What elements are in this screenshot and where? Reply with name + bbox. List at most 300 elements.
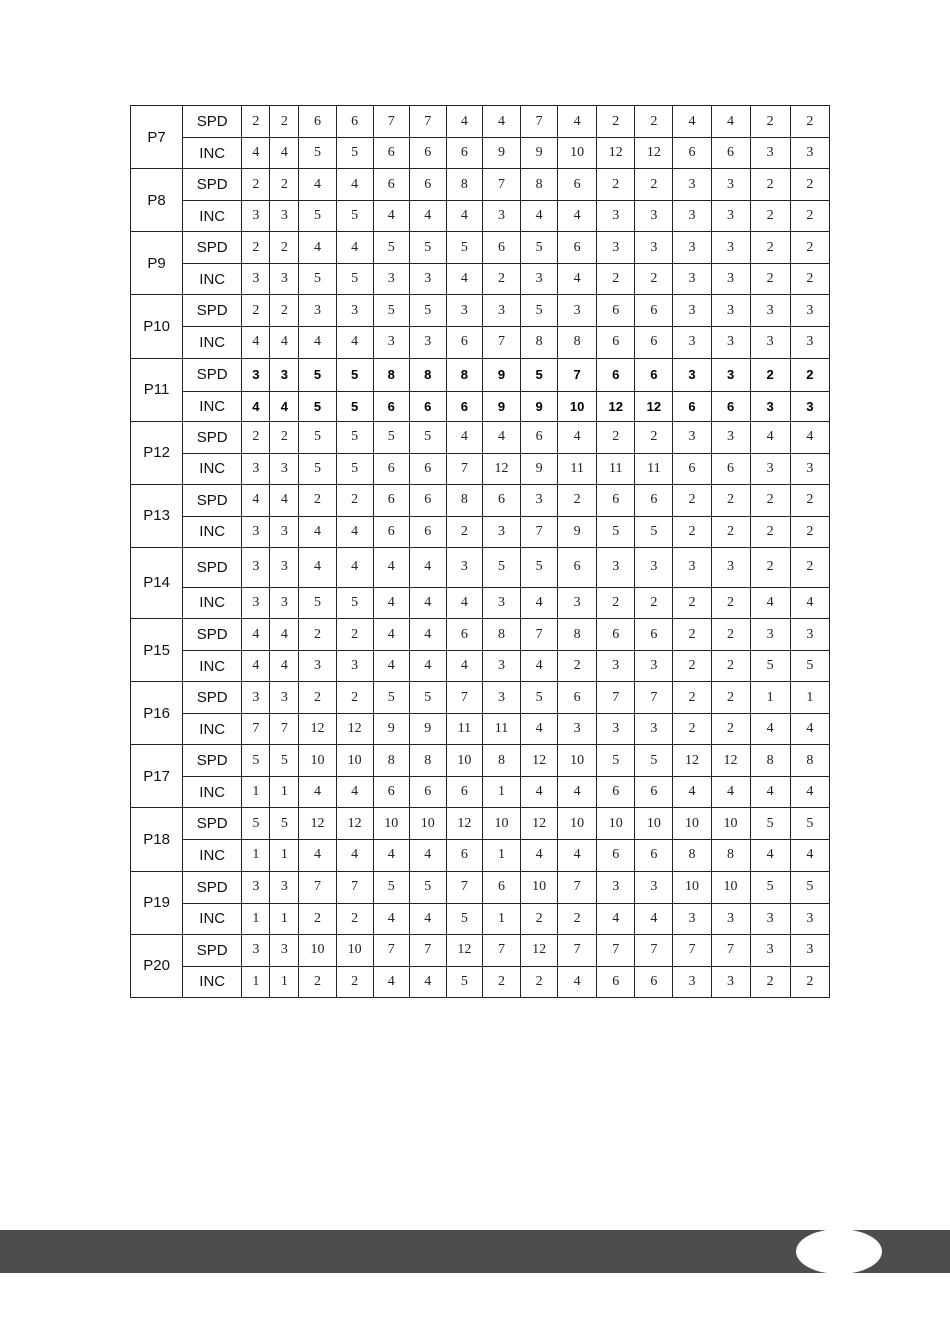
incline-value-cell: 3 — [750, 138, 790, 169]
incline-value-cell: 3 — [242, 201, 270, 232]
incline-value-cell: 2 — [673, 651, 711, 682]
incline-value-cell: 3 — [242, 587, 270, 618]
incline-value-cell: 5 — [336, 201, 373, 232]
incline-value-cell: 5 — [299, 201, 336, 232]
speed-value-cell: 2 — [635, 169, 673, 201]
speed-value-cell: 5 — [336, 421, 373, 453]
speed-value-cell: 6 — [373, 484, 409, 516]
table-row — [131, 934, 830, 966]
speed-value-cell: 6 — [635, 619, 673, 651]
speed-value-cell: 2 — [336, 619, 373, 651]
incline-value-cell: 4 — [242, 651, 270, 682]
speed-value-cell: 3 — [635, 871, 673, 903]
incline-value-cell: 6 — [711, 453, 750, 484]
incline-value-cell: 4 — [409, 651, 446, 682]
speed-value-cell: 4 — [482, 421, 520, 453]
incline-value-cell: 6 — [711, 391, 750, 421]
speed-value-cell: 3 — [242, 934, 270, 966]
incline-value-cell: 3 — [750, 453, 790, 484]
incline-value-cell: 2 — [711, 587, 750, 618]
incline-value-cell: 7 — [270, 714, 299, 745]
incline-value-cell: 4 — [270, 651, 299, 682]
speed-value-cell: 8 — [409, 358, 446, 391]
incline-value-cell: 2 — [750, 516, 790, 547]
incline-value-cell: 9 — [373, 714, 409, 745]
incline-value-cell: 3 — [673, 903, 711, 934]
speed-value-cell: 6 — [299, 106, 336, 138]
speed-value-cell: 3 — [673, 358, 711, 391]
incline-value-cell: 6 — [373, 777, 409, 808]
incline-value-cell: 3 — [482, 516, 520, 547]
incline-value-cell: 6 — [446, 327, 482, 358]
speed-value-cell: 5 — [790, 871, 829, 903]
incline-value-cell: 4 — [299, 516, 336, 547]
incline-value-cell: 3 — [242, 516, 270, 547]
speed-value-cell: 4 — [482, 106, 520, 138]
speed-value-cell: 2 — [750, 106, 790, 138]
speed-value-cell: 4 — [409, 619, 446, 651]
speed-value-cell: 6 — [373, 169, 409, 201]
speed-value-cell: 10 — [409, 808, 446, 840]
incline-value-cell: 3 — [558, 587, 597, 618]
incline-row-label: INC — [183, 327, 242, 358]
speed-value-cell: 8 — [558, 619, 597, 651]
incline-value-cell: 4 — [299, 840, 336, 871]
incline-value-cell: 4 — [446, 264, 482, 295]
incline-value-cell: 6 — [446, 840, 482, 871]
incline-row-label: INC — [183, 264, 242, 295]
incline-value-cell: 2 — [790, 966, 829, 997]
incline-value-cell: 5 — [635, 516, 673, 547]
incline-row-label: INC — [183, 651, 242, 682]
incline-value-cell: 2 — [673, 714, 711, 745]
speed-value-cell: 5 — [409, 682, 446, 714]
speed-value-cell: 7 — [558, 358, 597, 391]
incline-value-cell: 5 — [790, 651, 829, 682]
speed-value-cell: 8 — [446, 169, 482, 201]
incline-value-cell: 1 — [482, 840, 520, 871]
speed-value-cell: 2 — [711, 484, 750, 516]
speed-value-cell: 3 — [558, 295, 597, 327]
incline-value-cell: 6 — [409, 138, 446, 169]
incline-value-cell: 6 — [635, 840, 673, 871]
table-row — [131, 106, 830, 138]
speed-value-cell: 10 — [711, 871, 750, 903]
speed-value-cell: 5 — [373, 421, 409, 453]
incline-row-label: INC — [183, 714, 242, 745]
incline-value-cell: 1 — [270, 903, 299, 934]
incline-value-cell: 6 — [446, 391, 482, 421]
incline-value-cell: 2 — [336, 903, 373, 934]
incline-row-label: INC — [183, 516, 242, 547]
incline-value-cell: 6 — [409, 516, 446, 547]
table-row — [131, 516, 830, 547]
table-row — [131, 651, 830, 682]
incline-value-cell: 4 — [270, 138, 299, 169]
incline-value-cell: 4 — [336, 327, 373, 358]
speed-value-cell: 10 — [558, 745, 597, 777]
speed-row-label: SPD — [183, 745, 242, 777]
incline-value-cell: 4 — [521, 840, 558, 871]
speed-value-cell: 10 — [299, 745, 336, 777]
incline-value-cell: 1 — [242, 777, 270, 808]
page-number-oval — [796, 1229, 882, 1274]
program-label: P9 — [131, 232, 183, 295]
speed-value-cell: 4 — [270, 619, 299, 651]
speed-value-cell: 3 — [790, 934, 829, 966]
speed-value-cell: 4 — [242, 619, 270, 651]
table-row — [131, 327, 830, 358]
table-row — [131, 714, 830, 745]
speed-value-cell: 5 — [409, 871, 446, 903]
speed-value-cell: 7 — [299, 871, 336, 903]
incline-value-cell: 6 — [597, 840, 635, 871]
incline-value-cell: 11 — [597, 453, 635, 484]
incline-value-cell: 4 — [373, 201, 409, 232]
incline-value-cell: 3 — [790, 327, 829, 358]
speed-value-cell: 6 — [597, 358, 635, 391]
incline-value-cell: 10 — [558, 138, 597, 169]
speed-value-cell: 2 — [336, 484, 373, 516]
speed-value-cell: 5 — [299, 421, 336, 453]
incline-value-cell: 6 — [373, 516, 409, 547]
table-row — [131, 295, 830, 327]
speed-value-cell: 3 — [790, 295, 829, 327]
incline-value-cell: 6 — [409, 453, 446, 484]
incline-value-cell: 4 — [790, 587, 829, 618]
incline-value-cell: 2 — [790, 201, 829, 232]
speed-value-cell: 2 — [242, 106, 270, 138]
speed-value-cell: 3 — [482, 295, 520, 327]
incline-value-cell: 4 — [373, 651, 409, 682]
incline-value-cell: 5 — [336, 138, 373, 169]
incline-value-cell: 2 — [673, 516, 711, 547]
incline-value-cell: 3 — [482, 651, 520, 682]
incline-value-cell: 5 — [597, 516, 635, 547]
incline-value-cell: 6 — [673, 138, 711, 169]
speed-value-cell: 3 — [597, 547, 635, 587]
speed-value-cell: 6 — [558, 682, 597, 714]
incline-value-cell: 3 — [270, 516, 299, 547]
incline-value-cell: 4 — [299, 327, 336, 358]
speed-value-cell: 2 — [299, 484, 336, 516]
speed-value-cell: 2 — [558, 484, 597, 516]
speed-value-cell: 10 — [299, 934, 336, 966]
speed-value-cell: 3 — [635, 232, 673, 264]
speed-value-cell: 5 — [373, 682, 409, 714]
incline-value-cell: 3 — [521, 264, 558, 295]
incline-value-cell: 4 — [373, 966, 409, 997]
table-row — [131, 201, 830, 232]
speed-row-label: SPD — [183, 358, 242, 391]
speed-value-cell: 4 — [558, 421, 597, 453]
speed-value-cell: 2 — [336, 682, 373, 714]
speed-value-cell: 5 — [635, 745, 673, 777]
incline-value-cell: 2 — [521, 903, 558, 934]
incline-value-cell: 2 — [711, 714, 750, 745]
speed-value-cell: 3 — [750, 934, 790, 966]
speed-value-cell: 8 — [409, 745, 446, 777]
program-label: P19 — [131, 871, 183, 934]
speed-value-cell: 7 — [373, 934, 409, 966]
speed-value-cell: 6 — [597, 619, 635, 651]
incline-value-cell: 3 — [635, 651, 673, 682]
incline-row-label: INC — [183, 777, 242, 808]
speed-value-cell: 5 — [373, 871, 409, 903]
incline-value-cell: 2 — [521, 966, 558, 997]
incline-value-cell: 8 — [558, 327, 597, 358]
program-label: P13 — [131, 484, 183, 547]
incline-value-cell: 6 — [635, 777, 673, 808]
speed-value-cell: 2 — [270, 295, 299, 327]
program-label: P18 — [131, 808, 183, 871]
speed-value-cell: 10 — [336, 934, 373, 966]
speed-value-cell: 3 — [790, 619, 829, 651]
speed-value-cell: 2 — [750, 358, 790, 391]
speed-value-cell: 4 — [711, 106, 750, 138]
speed-value-cell: 3 — [673, 295, 711, 327]
incline-value-cell: 12 — [299, 714, 336, 745]
incline-value-cell: 4 — [242, 138, 270, 169]
speed-value-cell: 7 — [673, 934, 711, 966]
incline-value-cell: 4 — [635, 903, 673, 934]
incline-value-cell: 4 — [597, 903, 635, 934]
speed-value-cell: 2 — [270, 169, 299, 201]
speed-row-label: SPD — [183, 871, 242, 903]
speed-value-cell: 2 — [635, 421, 673, 453]
speed-value-cell: 3 — [336, 295, 373, 327]
table-row — [131, 453, 830, 484]
incline-value-cell: 6 — [673, 391, 711, 421]
incline-value-cell: 3 — [299, 651, 336, 682]
speed-value-cell: 12 — [299, 808, 336, 840]
incline-value-cell: 9 — [409, 714, 446, 745]
speed-value-cell: 9 — [482, 358, 520, 391]
speed-row-label: SPD — [183, 169, 242, 201]
incline-value-cell: 4 — [750, 714, 790, 745]
incline-value-cell: 4 — [558, 966, 597, 997]
speed-value-cell: 3 — [270, 358, 299, 391]
speed-value-cell: 4 — [558, 106, 597, 138]
incline-value-cell: 4 — [521, 201, 558, 232]
incline-value-cell: 4 — [270, 327, 299, 358]
program-label: P15 — [131, 619, 183, 682]
speed-row-label: SPD — [183, 106, 242, 138]
incline-value-cell: 4 — [409, 966, 446, 997]
speed-value-cell: 5 — [750, 871, 790, 903]
incline-value-cell: 7 — [446, 453, 482, 484]
incline-value-cell: 5 — [446, 966, 482, 997]
speed-value-cell: 7 — [635, 682, 673, 714]
incline-value-cell: 7 — [521, 516, 558, 547]
incline-value-cell: 5 — [336, 453, 373, 484]
program-label: P14 — [131, 547, 183, 618]
incline-value-cell: 4 — [336, 516, 373, 547]
speed-value-cell: 3 — [673, 232, 711, 264]
speed-value-cell: 7 — [446, 682, 482, 714]
speed-value-cell: 3 — [446, 295, 482, 327]
incline-value-cell: 4 — [409, 201, 446, 232]
speed-value-cell: 12 — [336, 808, 373, 840]
incline-value-cell: 12 — [482, 453, 520, 484]
incline-row-label: INC — [183, 201, 242, 232]
speed-value-cell: 7 — [336, 871, 373, 903]
speed-value-cell: 3 — [673, 169, 711, 201]
program-table — [130, 105, 830, 998]
incline-value-cell: 9 — [482, 138, 520, 169]
speed-value-cell: 3 — [711, 169, 750, 201]
speed-value-cell: 5 — [373, 232, 409, 264]
speed-value-cell: 3 — [711, 358, 750, 391]
program-label: P11 — [131, 358, 183, 421]
incline-value-cell: 3 — [790, 138, 829, 169]
incline-value-cell: 5 — [446, 903, 482, 934]
speed-value-cell: 2 — [242, 421, 270, 453]
speed-value-cell: 2 — [790, 169, 829, 201]
speed-value-cell: 5 — [521, 358, 558, 391]
speed-value-cell: 2 — [711, 682, 750, 714]
incline-value-cell: 3 — [711, 903, 750, 934]
incline-value-cell: 1 — [482, 903, 520, 934]
incline-value-cell: 2 — [750, 264, 790, 295]
incline-value-cell: 2 — [635, 587, 673, 618]
incline-row-label: INC — [183, 391, 242, 421]
incline-value-cell: 3 — [373, 264, 409, 295]
incline-value-cell: 2 — [635, 264, 673, 295]
incline-value-cell: 11 — [446, 714, 482, 745]
incline-value-cell: 2 — [597, 587, 635, 618]
incline-value-cell: 5 — [336, 391, 373, 421]
speed-value-cell: 10 — [558, 808, 597, 840]
speed-value-cell: 5 — [270, 745, 299, 777]
incline-value-cell: 5 — [299, 138, 336, 169]
speed-value-cell: 2 — [750, 547, 790, 587]
incline-value-cell: 3 — [409, 327, 446, 358]
incline-value-cell: 11 — [558, 453, 597, 484]
incline-value-cell: 6 — [597, 777, 635, 808]
speed-value-cell: 2 — [750, 169, 790, 201]
incline-value-cell: 3 — [635, 201, 673, 232]
speed-value-cell: 3 — [482, 682, 520, 714]
table-row — [131, 903, 830, 934]
speed-value-cell: 8 — [521, 169, 558, 201]
incline-value-cell: 3 — [242, 453, 270, 484]
speed-value-cell: 7 — [635, 934, 673, 966]
incline-value-cell: 2 — [482, 264, 520, 295]
speed-value-cell: 4 — [409, 547, 446, 587]
speed-value-cell: 2 — [299, 619, 336, 651]
program-label: P17 — [131, 745, 183, 808]
incline-value-cell: 9 — [521, 453, 558, 484]
incline-value-cell: 2 — [299, 966, 336, 997]
incline-value-cell: 10 — [558, 391, 597, 421]
incline-value-cell: 12 — [635, 138, 673, 169]
speed-value-cell: 4 — [336, 169, 373, 201]
speed-row-label: SPD — [183, 421, 242, 453]
incline-value-cell: 5 — [299, 453, 336, 484]
incline-value-cell: 3 — [409, 264, 446, 295]
incline-value-cell: 3 — [270, 453, 299, 484]
incline-value-cell: 7 — [482, 327, 520, 358]
speed-value-cell: 4 — [242, 484, 270, 516]
speed-value-cell: 2 — [673, 682, 711, 714]
incline-value-cell: 4 — [521, 777, 558, 808]
incline-value-cell: 6 — [409, 777, 446, 808]
speed-value-cell: 12 — [446, 934, 482, 966]
incline-value-cell: 3 — [673, 966, 711, 997]
incline-value-cell: 6 — [673, 453, 711, 484]
speed-value-cell: 3 — [242, 871, 270, 903]
speed-value-cell: 4 — [446, 106, 482, 138]
incline-value-cell: 4 — [750, 587, 790, 618]
speed-value-cell: 12 — [711, 745, 750, 777]
speed-value-cell: 7 — [482, 169, 520, 201]
incline-value-cell: 3 — [482, 201, 520, 232]
speed-value-cell: 5 — [299, 358, 336, 391]
incline-value-cell: 2 — [558, 651, 597, 682]
incline-value-cell: 4 — [409, 840, 446, 871]
speed-value-cell: 3 — [711, 232, 750, 264]
speed-value-cell: 2 — [750, 484, 790, 516]
speed-value-cell: 4 — [336, 232, 373, 264]
speed-row-label: SPD — [183, 808, 242, 840]
incline-value-cell: 4 — [446, 651, 482, 682]
speed-value-cell: 7 — [558, 934, 597, 966]
speed-value-cell: 2 — [597, 421, 635, 453]
incline-value-cell: 4 — [242, 327, 270, 358]
program-label: P20 — [131, 934, 183, 997]
speed-value-cell: 6 — [409, 169, 446, 201]
program-label: P7 — [131, 106, 183, 169]
speed-value-cell: 2 — [673, 619, 711, 651]
speed-value-cell: 5 — [409, 295, 446, 327]
speed-value-cell: 7 — [482, 934, 520, 966]
speed-value-cell: 7 — [558, 871, 597, 903]
incline-value-cell: 12 — [597, 138, 635, 169]
incline-value-cell: 4 — [373, 587, 409, 618]
speed-value-cell: 3 — [711, 295, 750, 327]
speed-value-cell: 7 — [711, 934, 750, 966]
speed-value-cell: 2 — [242, 295, 270, 327]
speed-value-cell: 2 — [673, 484, 711, 516]
speed-value-cell: 1 — [750, 682, 790, 714]
speed-value-cell: 10 — [673, 871, 711, 903]
speed-value-cell: 2 — [299, 682, 336, 714]
incline-value-cell: 6 — [373, 138, 409, 169]
speed-value-cell: 10 — [446, 745, 482, 777]
incline-value-cell: 4 — [790, 714, 829, 745]
speed-value-cell: 5 — [336, 358, 373, 391]
table-row — [131, 358, 830, 391]
incline-value-cell: 4 — [409, 587, 446, 618]
program-label: P8 — [131, 169, 183, 232]
speed-value-cell: 10 — [635, 808, 673, 840]
speed-value-cell: 3 — [270, 871, 299, 903]
incline-value-cell: 1 — [242, 966, 270, 997]
incline-value-cell: 6 — [409, 391, 446, 421]
speed-value-cell: 8 — [446, 358, 482, 391]
speed-value-cell: 7 — [597, 934, 635, 966]
speed-value-cell: 4 — [750, 421, 790, 453]
speed-value-cell: 5 — [597, 745, 635, 777]
incline-value-cell: 6 — [635, 966, 673, 997]
speed-value-cell: 6 — [482, 871, 520, 903]
speed-value-cell: 6 — [558, 547, 597, 587]
speed-value-cell: 6 — [635, 358, 673, 391]
incline-row-label: INC — [183, 840, 242, 871]
speed-value-cell: 3 — [673, 421, 711, 453]
speed-value-cell: 8 — [373, 358, 409, 391]
